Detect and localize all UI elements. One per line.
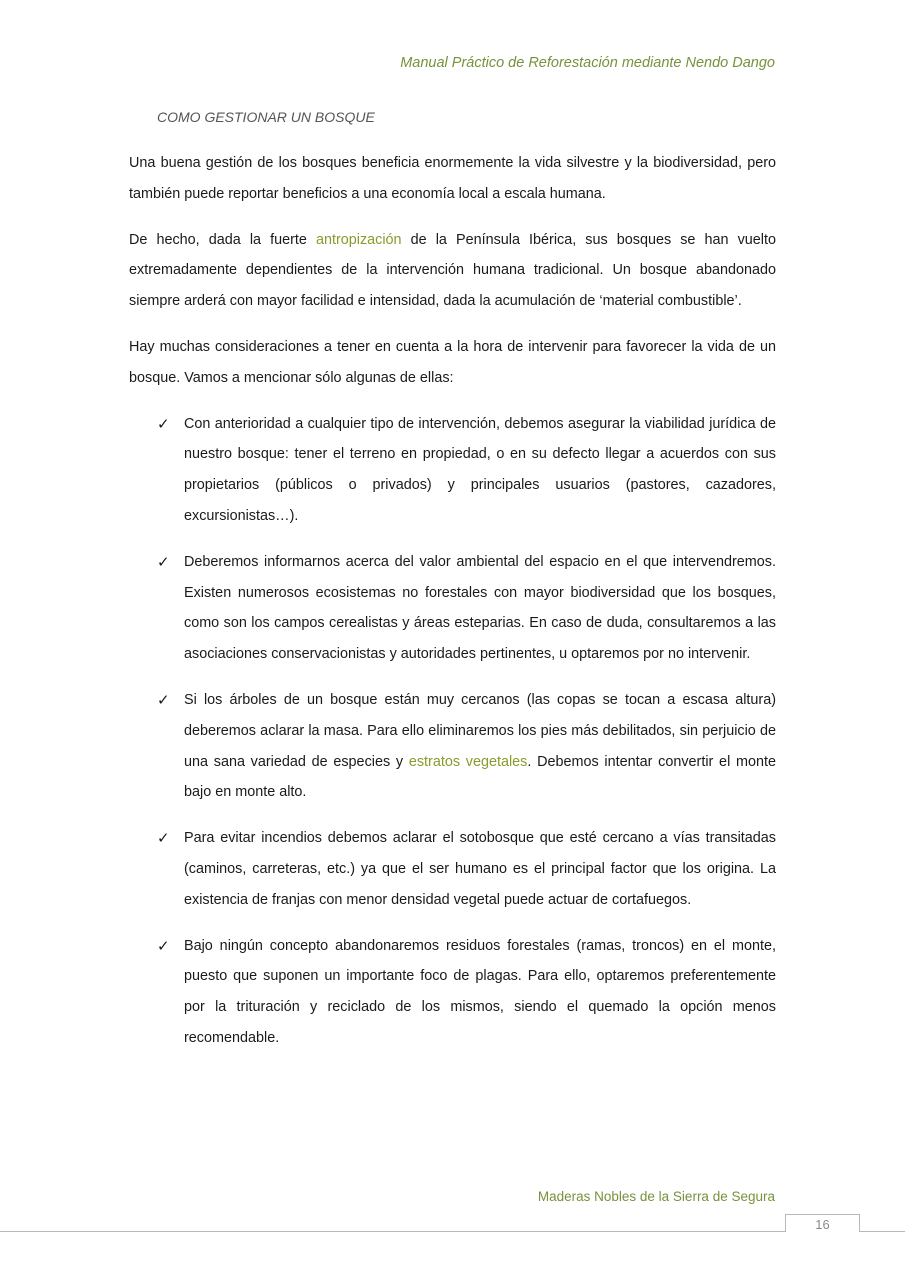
list-item [129, 409, 776, 532]
checkmark-icon: ✓ [157, 690, 170, 709]
list-item [129, 547, 776, 670]
running-footer: Maderas Nobles de la Sierra de Segura [537, 1189, 775, 1204]
checkmark-icon: ✓ [157, 829, 170, 848]
list-item [129, 685, 776, 808]
list-item-text: Con anterioridad a cualquier tipo de intervención, debemos asegurar la viabilidad jurídica de nuestro bosque: tener el terreno en propiedad, o en su defecto llegar a acuerdos con sus propietarios (públicos o privados) y principales usuarios (pastores, cazadores, excursionistas…). [184, 415, 776, 524]
list-item-text-part: Si los árboles de un bosque están muy cercanos (las copas se tocan a escasa altura) deberemos aclarar la masa. Para ello eliminaremos los pies más debilitados, sin perjuicio de una sana variedad de especies y [184, 691, 776, 770]
list-item-text: Para evitar incendios debemos aclarar el sotobosque que esté cercano a vías transitadas (caminos, carreteras, etc.) ya que el ser humano es el principal factor que los origina. La existencia de franjas con menor densidad vegetal puede actuar de cortafuegos. [184, 830, 776, 908]
checkmark-icon: ✓ [157, 552, 170, 571]
paragraph-considerations: Hay muchas consideraciones a tener en cuenta a la hora de intervenir para favorecer la vida de un bosque. Vamos a mencionar sólo algunas de ellas: [129, 338, 776, 386]
paragraph-text: De hecho, dada la fuerte [129, 231, 316, 248]
footer-divider [0, 1231, 905, 1232]
paragraph-text: de la Península Ibérica, sus bosques se han vuelto extremadamente dependientes de la intervención humana tradicional. Un bosque abandonado siempre arderá con mayor facilidad e intensidad, dada la acumulación de ‘material combustible’. [129, 231, 776, 310]
page-number: 16 [785, 1214, 860, 1232]
checkmark-icon: ✓ [157, 936, 170, 955]
list-item [129, 823, 776, 915]
document-body [129, 148, 776, 1069]
considerations-list [129, 409, 776, 1054]
running-header: Manual Práctico de Reforestación mediante Nendo Dango [400, 55, 775, 71]
paragraph-intro: Una buena gestión de los bosques beneficia enormemente la vida silvestre y la biodiversidad, pero también puede reportar beneficios a una economía local a escala humana. [129, 155, 776, 202]
list-item-text: Deberemos informarnos acerca del valor ambiental del espacio en el que intervendremos. Existen numerosos ecosistemas no forestales con mayor biodiversidad que los bosques, como son los campos cerealistas y áreas esteparias. En caso de duda, consultaremos a las asociaciones conservacionistas y autoridades pertinentes, u optaremos por no intervenir. [184, 553, 776, 663]
list-item-text-part: . Debemos intentar convertir el monte bajo en monte alto. [184, 753, 776, 801]
list-item-text: Bajo ningún concepto abandonaremos residuos forestales (ramas, troncos) en el monte, puesto que suponen un importante foco de plagas. Para ello, optaremos preferentemente por la trituración y reciclado de los mismos, siendo el quemado la opción menos recomendable. [184, 937, 776, 1046]
estratos-vegetales-link[interactable]: estratos vegetales [408, 753, 528, 770]
list-item-text [184, 685, 776, 808]
list-item [129, 931, 776, 1054]
section-heading: COMO GESTIONAR UN BOSQUE [157, 109, 375, 125]
checkmark-icon: ✓ [157, 414, 170, 433]
paragraph-antropizacion [129, 225, 776, 317]
antropizacion-link[interactable]: antropización [315, 231, 402, 248]
